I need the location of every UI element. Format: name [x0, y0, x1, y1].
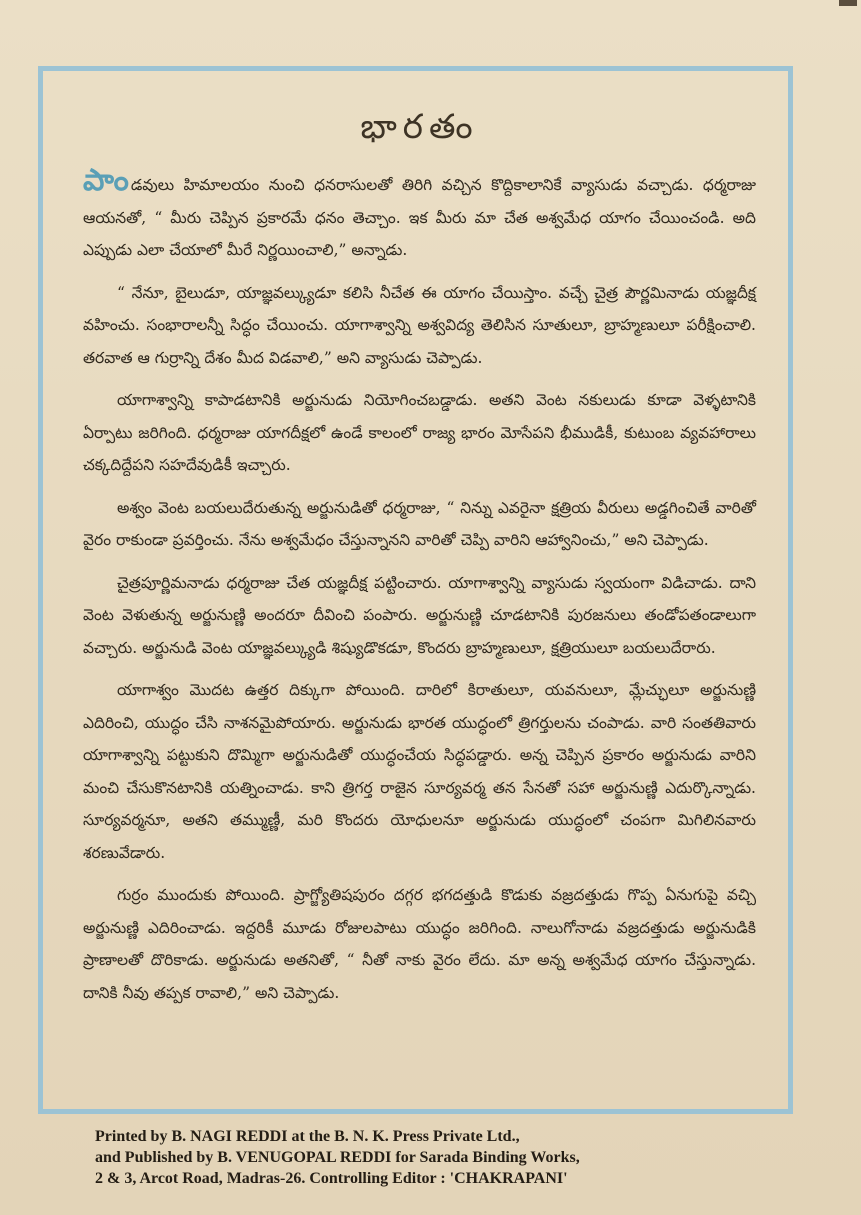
paragraph-5: చైత్రపూర్ణిమనాడు ధర్మరాజు చేత యజ్ఞదీక్ష పట్టించారు. యాగాశ్వాన్ని వ్యాసుడు స్వయంగా విడిచాడు. దాని వెంట వెళుతున్న అర్జునుణ్ణి అందరూ దీవించి పంపారు. అర్జునుణ్ణి చూడటానికి పురజనులు తండోపతండాలుగా వచ్చారు. అర్జునుడి వెంట యాజ్ఞవల్క్యుడి శిష్యుడొకడూ, కొందరు బ్రాహ్మణులూ, క్షత్రియులూ బయలుదేరారు.	[83, 573, 756, 657]
imprint-line-1: Printed by B. NAGI REDDI at the B. N. K. Press Private Ltd.,	[95, 1128, 520, 1145]
article-frame	[38, 66, 793, 1114]
paragraph-2: “ నేనూ, బైలుడూ, యాజ్ఞవల్క్యుడూ కలిసి నీచేత ఈ యాగం చేయిస్తాం. వచ్చే చైత్ర పౌర్ణమినాడు యజ్ఞదీక్ష వహించు. సంభారాలన్నీ సిద్ధం చేయించు. యాగాశ్వాన్ని అశ్వవిద్య తెలిసిన సూతులూ, బ్రాహ్మణులూ పరీక్షించాలి. తరవాత ఆ గుర్రాన్ని దేశం మీద విడవాలి,” అని వ్యాసుడు చెప్పాడు.	[83, 283, 756, 367]
paragraph-6: యాగాశ్వం మొదట ఉత్తర దిక్కుగా పోయింది. దారిలో కిరాతులూ, యవనులూ, మ్లేచ్ఛులూ అర్జునుణ్ణి ఎదిరించి, యుద్ధం చేసి నాశనమైపోయారు. అర్జునుడు భారత యుద్ధంలో త్రిగర్తులను చంపాడు. వారి సంతతివారు యాగాశ్వాన్ని పట్టుకుని దొమ్మిగా అర్జునుడితో యుద్ధంచేయ సిద్ధపడ్డారు. అన్న చెప్పిన ప్రకారం అర్జునుడు వారిని మంచి చేసుకొనటానికి యత్నించాడు. కాని త్రిగర్త రాజైన సూర్యవర్మ తన సేనతో సహా అర్జునుణ్ణి ఎదుర్కొన్నాడు. సూర్యవర్మనూ, అతని తమ్ముణ్ణీ, మరి కొందరు యోధులనూ అర్జునుడు యుద్ధంలో చంపగా మిగిలినవారు శరణువేడారు.	[83, 681, 756, 862]
paragraph-7: గుర్రం ముందుకు పోయింది. ప్రాగ్జ్యోతిషపురం దగ్గర భగదత్తుడి కొడుకు వజ్రదత్తుడు గొప్ప ఏనుగుపై వచ్చి అర్జునుణ్ణి ఎదిరించాడు. ఇద్దరికీ మూడు రోజులపాటు యుద్ధం జరిగింది. నాలుగోనాడు వజ్రదత్తుడు అర్జునుడికి ప్రాణాలతో దొరికాడు. అర్జునుడు అతనితో, “ నీతో నాకు వైరం లేదు. మా అన్న అశ్వమేధ యాగం చేస్తున్నాడు. దానికి నీవు తప్పక రావాలి,” అని చెప్పాడు.	[83, 886, 756, 1002]
paragraph-3: యాగాశ్వాన్ని కాపాడటానికి అర్జునుడు నియోగించబడ్డాడు. అతని వెంట నకులుడు కూడా వెళ్ళటానికి ఏర్పాటు జరిగింది. ధర్మరాజు యాగదీక్షలో ఉండే కాలంలో రాజ్య భారం మోసేపని భీముడికీ, కుటుంబ వ్యవహారాలు చక్కదిద్దేపని సహదేవుడికీ ఇచ్చారు.	[83, 391, 756, 474]
imprint-line-3: 2 & 3, Arcot Road, Madras-26. Controlling Editor : 'CHAKRAPANI'	[95, 1170, 568, 1187]
article-title: భారతం	[360, 107, 479, 147]
paragraph-4: అశ్వం వెంట బయలుదేరుతున్న అర్జునుడితో ధర్మరాజు, “ నిన్ను ఎవరైనా క్షత్రియ వీరులు అడ్డగించితే వారితో వైరం రాకుండా ప్రవర్తించు. నేను అశ్వమేధం చేస్తున్నానని వారితో చెప్పి వారిని ఆహ్వానించు,” అని చెప్పాడు.	[83, 498, 756, 549]
printer-imprint	[95, 1126, 775, 1189]
paragraph-1-text: డవులు హిమాలయం నుంచి ధనరాసులతో తిరిగి వచ్చిన కొద్దికాలానికే వ్యాసుడు వచ్చాడు. ధర్మరాజు ఆయనతో, “ మీరు చెప్పిన ప్రకారమే ధనం తెచ్చాం. ఇక మీరు మా చేత అశ్వమేధ యాగం చేయించండి. అది ఎప్పుడు ఎలా చేయాలో మీరే నిర్ణయించాలి,” అన్నాడు.	[83, 176, 756, 259]
drop-cap: పాం	[83, 163, 129, 198]
paragraph-1	[83, 165, 756, 267]
corner-mark	[839, 0, 857, 6]
imprint-line-2: and Published by B. VENUGOPAL REDDI for Sarada Binding Works,	[95, 1149, 580, 1166]
